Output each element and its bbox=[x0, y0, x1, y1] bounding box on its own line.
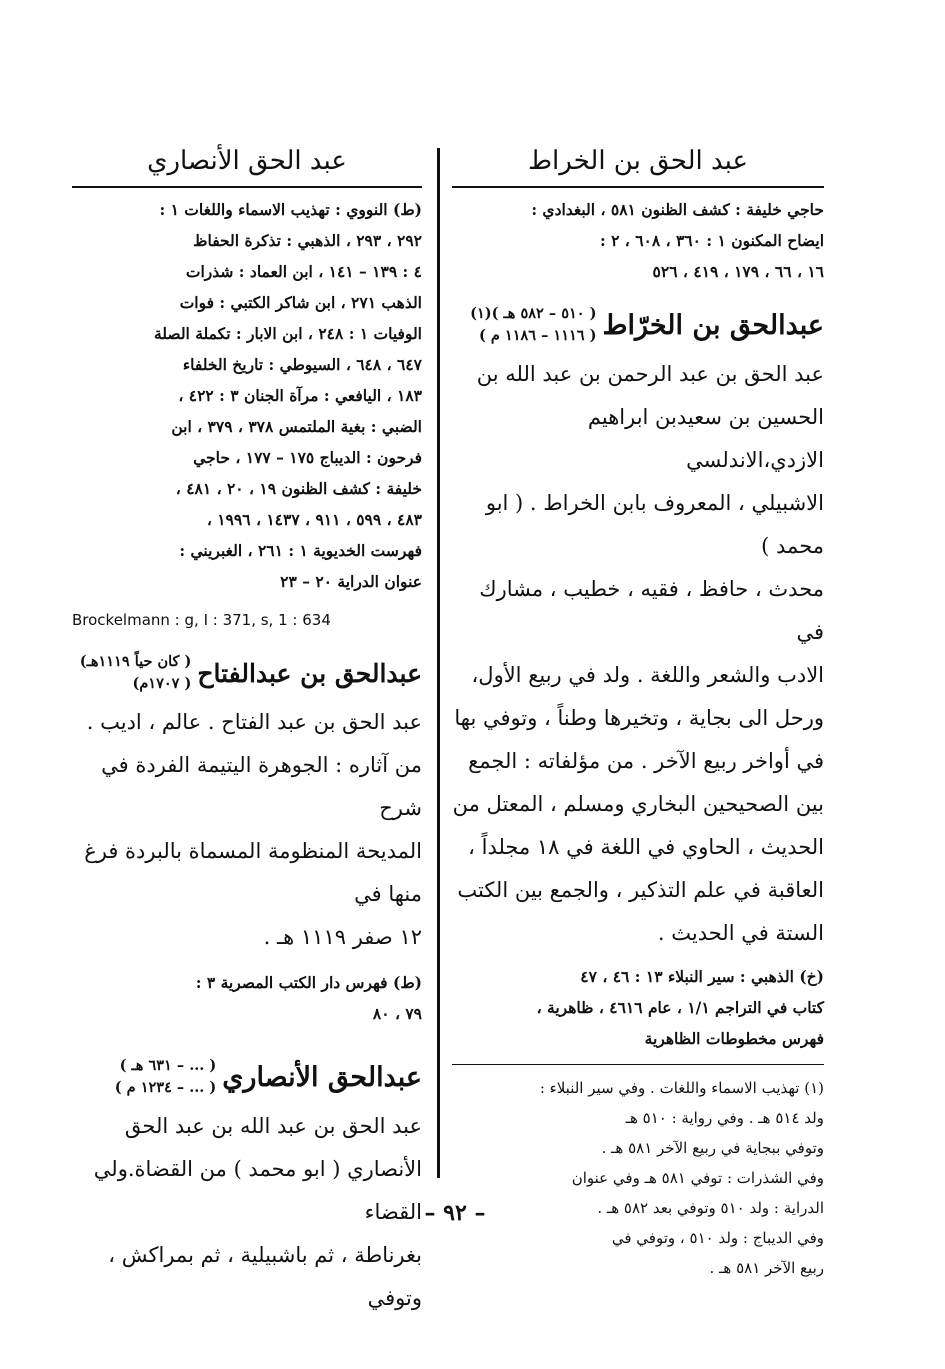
footnote-line: ولد ٥١٤ هـ . وفي رواية : ٥١٠ هـ bbox=[625, 1109, 824, 1127]
right-top-references bbox=[452, 194, 824, 287]
footnote-line: وفي الديباج : ولد ٥١٠ ، وتوفي في bbox=[611, 1229, 824, 1247]
entry-body bbox=[72, 1105, 422, 1320]
column-divider bbox=[437, 148, 440, 1178]
left-column bbox=[72, 140, 422, 1320]
body-line: بين الصحيحين البخاري ومسلم ، المعتل من bbox=[452, 792, 824, 816]
reference-line: ٤ : ١٣٩ – ١٤١ ، ابن العماد : شذرات bbox=[185, 262, 422, 281]
body-line: بغرناطة ، ثم باشبيلية ، ثم بمراكش ، وتوفي bbox=[108, 1243, 422, 1310]
body-line: محدث ، حافظ ، فقيه ، خطيب ، مشارك في bbox=[479, 577, 824, 644]
right-column-header: عبد الحق بن الخراط bbox=[452, 140, 824, 188]
footnote-line: (١) تهذيب الاسماء واللغات . وفي سير النبلاء : bbox=[539, 1079, 824, 1097]
footnotes bbox=[452, 1073, 824, 1283]
entry-dates-hijri: ( كان حياً ١١١٩هـ) bbox=[79, 653, 192, 670]
footnote-line: الدراية : ولد ٥١٠ وتوفي بعد ٥٨٢ هـ . bbox=[597, 1199, 824, 1217]
entry-dates-gregorian: ( ... – ١٢٣٤ م ) bbox=[114, 1079, 217, 1096]
reference-line: الذهب ٢٧١ ، ابن شاكر الكتبي : فوات bbox=[179, 293, 422, 312]
entry-dates-hijri: ( ... – ٦٣١ هـ ) bbox=[119, 1057, 217, 1074]
entry-dates bbox=[80, 651, 192, 695]
entry-heading-abd-al-fattah bbox=[72, 651, 422, 695]
reference-line: (خ) الذهبي : سير النبلاء ١٣ : ٤٦ ، ٤٧ bbox=[580, 967, 824, 986]
reference-line: خليفة : كشف الظنون ١٩ ، ٢٠ ، ٤٨١ ، bbox=[175, 479, 422, 498]
reference-line: فرحون : الديباج ١٧٥ – ١٧٧ ، حاجي bbox=[193, 448, 422, 467]
reference-line: الوفيات ١ : ٢٤٨ ، ابن الابار : تكملة الصلة bbox=[153, 324, 422, 343]
entry-heading-ibn-al-kharrat bbox=[452, 303, 824, 347]
body-line: الستة في الحديث . bbox=[657, 921, 824, 945]
reference-line: (ط) فهرس دار الكتب المصرية ٣ : bbox=[195, 973, 422, 992]
reference-line: ايضاح المكنون ١ : ٣٦٠ ، ٦٠٨ ، ٢ : bbox=[599, 231, 824, 250]
body-line: المديحة المنظومة المسماة بالبردة فرغ منها في bbox=[84, 839, 422, 906]
reference-line: كتاب في التراجم ١/١ ، عام ٤٦١٦ ، ظاهرية ، bbox=[536, 998, 824, 1017]
reference-line: ١٦ ، ٦٦ ، ١٧٩ ، ٤١٩ ، ٥٢٦ bbox=[652, 262, 824, 281]
reference-line: ١٨٣ ، اليافعي : مرآة الجنان ٣ : ٤٢٢ ، bbox=[178, 386, 422, 405]
entry-name: عبدالحق الأنصاري bbox=[222, 1061, 422, 1093]
reference-line: عنوان الدراية ٢٠ – ٢٣ bbox=[280, 572, 422, 591]
entry-body bbox=[72, 701, 422, 959]
entry-dates bbox=[470, 303, 596, 347]
entry-name: عبدالحق بن عبدالفتاح bbox=[197, 658, 422, 688]
reference-line: فهرست الخديوية ١ : ٢٦١ ، الغبريني : bbox=[179, 541, 422, 560]
footnote-line: وتوفي ببجاية في ربيع الآخر ٥٨١ هـ . bbox=[601, 1139, 824, 1157]
body-line: العاقبة في علم التذكير ، والجمع بين الكتب bbox=[457, 878, 824, 902]
body-line: الاشبيلي ، المعروف بابن الخراط . ( ابو محمد ) bbox=[485, 491, 824, 558]
entry-dates bbox=[115, 1055, 217, 1099]
footnote-line: ربيع الآخر ٥٨١ هـ . bbox=[709, 1259, 824, 1277]
body-line: الحديث ، الحاوي في اللغة في ١٨ مجلداً ، bbox=[468, 835, 824, 859]
latin-reference: Brockelmann : g, I : 371, s, 1 : 634 bbox=[72, 611, 331, 629]
entry-body bbox=[452, 353, 824, 955]
body-line: ١٢ صفر ١١١٩ هـ . bbox=[263, 925, 422, 949]
reference-line: ٧٩ ، ٨٠ bbox=[372, 1004, 422, 1023]
body-line: ورحل الى بجاية ، وتخيرها وطناً ، وتوفي بها bbox=[454, 706, 824, 730]
entry-heading-al-ansari bbox=[72, 1055, 422, 1099]
entry-references bbox=[72, 967, 422, 1029]
reference-line: حاجي خليفة : كشف الظنون ٥٨١ ، البغدادي : bbox=[531, 200, 824, 219]
entry-name: عبدالحق بن الخرّاط bbox=[602, 309, 824, 341]
body-line: الأنصاري ( ابو محمد ) من القضاة.ولي القضاء bbox=[93, 1157, 422, 1224]
reference-line: ٤٨٣ ، ٥٩٩ ، ٩١١ ، ١٤٣٧ ، ١٩٩٦ ، bbox=[206, 510, 422, 529]
body-line: الحسين بن سعيدبن ابراهيم الازدي،الاندلسي bbox=[587, 405, 824, 472]
footnote-line: وفي الشذرات : توفي ٥٨١ هـ وفي عنوان bbox=[571, 1169, 824, 1187]
body-line: عبد الحق بن عبد الله بن عبد الحق bbox=[124, 1114, 422, 1138]
entry-dates-hijri: ( ٥١٠ – ٥٨٢ هـ )(١) bbox=[470, 305, 597, 322]
entry-dates-gregorian: ( ١١١٦ – ١١٨٦ م ) bbox=[478, 327, 597, 344]
reference-line: فهرس مخطوطات الظاهرية bbox=[644, 1029, 824, 1048]
reference-line: الضبي : بغية الملتمس ٣٧٨ ، ٣٧٩ ، ابن bbox=[171, 417, 422, 436]
footnote-separator bbox=[452, 1064, 824, 1065]
left-top-references bbox=[72, 194, 422, 597]
entry-references bbox=[452, 961, 824, 1054]
body-line: عبد الحق بن عبد الرحمن بن عبد الله بن bbox=[476, 362, 824, 386]
body-line: من آثاره : الجوهرة اليتيمة الفردة في شرح bbox=[101, 753, 422, 820]
body-line: عبد الحق بن عبد الفتاح . عالم ، اديب . bbox=[86, 710, 422, 734]
body-line: في أواخر ربيع الآخر . من مؤلفاته : الجمع bbox=[468, 749, 824, 773]
right-column bbox=[452, 140, 824, 1283]
page-number: – ٩٢ – bbox=[424, 1200, 486, 1226]
reference-line: (ط) النووي : تهذيب الاسماء واللغات ١ : bbox=[159, 200, 422, 219]
left-column-header: عبد الحق الأنصاري bbox=[72, 140, 422, 188]
entry-dates-gregorian: ( ١٧٠٧م) bbox=[132, 675, 192, 692]
reference-line: ٦٤٧ ، ٦٤٨ ، السيوطي : تاريخ الخلفاء bbox=[182, 355, 422, 374]
body-line: الادب والشعر واللغة . ولد في ربيع الأول، bbox=[471, 663, 824, 687]
reference-line: ٢٩٢ ، ٢٩٣ ، الذهبي : تذكرة الحفاظ bbox=[193, 231, 422, 250]
